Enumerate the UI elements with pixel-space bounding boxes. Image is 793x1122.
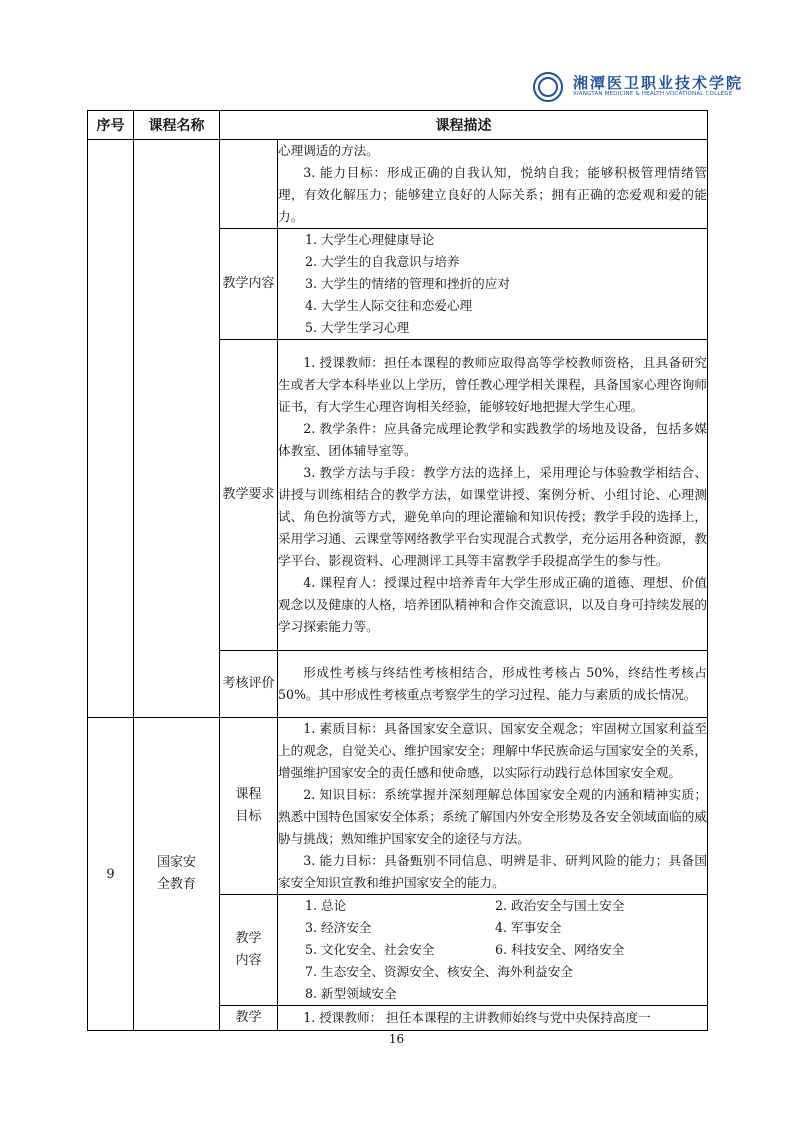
list-item: 2. 大学生的自我意识与培养: [305, 254, 460, 269]
college-seal-icon: [533, 72, 563, 102]
course9-goals-label: 课程目标: [220, 718, 278, 895]
requirement-education: 4. 课程育人：授课过程中培养青年大学生形成正确的道德、理想、价值观念以及健康的人格，培养团队精神和合作交流意识，以及自身可持续发展的学习探索能力等。: [278, 575, 707, 634]
list-item: 1. 总论 2. 政治安全与国土安全: [305, 898, 625, 913]
course9-requirements-cell: [278, 1006, 708, 1031]
header-no: 序号: [88, 111, 134, 140]
course-table: [87, 110, 708, 1031]
prev-name-cell: [134, 140, 220, 718]
prev-goals-label-cell: [220, 140, 278, 229]
course9-requirements-label: 教学: [220, 1006, 278, 1031]
prev-goals-cont: 心理调适的方法。: [278, 143, 379, 158]
prev-no-cell: [88, 140, 134, 718]
course9-content-cell: [278, 895, 708, 1006]
prev-requirements-label: 教学要求: [220, 340, 278, 651]
table-row: [88, 140, 708, 229]
header-course-name: 课程名称: [134, 111, 220, 140]
prev-content-label: 教学内容: [220, 229, 278, 340]
college-logo: [533, 72, 744, 102]
list-item: 4. 大学生人际交往和恋爱心理: [305, 298, 473, 313]
requirement-teacher: 1. 授课教师： 担任本课程的主讲教师始终与党中央保持高度一: [303, 1010, 651, 1025]
prev-assessment-label: 考核评价: [220, 651, 278, 718]
prev-ability-goal: 3. 能力目标：形成正确的自我认知，悦纳自我；能够积极管理情绪管理，有效化解压力；能够建立良好的人际关系；拥有正确的恋爱观和爱的能力。: [278, 165, 707, 224]
prev-assessment-cell: [278, 651, 708, 718]
list-item: 3. 大学生的情绪的管理和挫折的应对: [305, 276, 510, 291]
table-header-row: [88, 111, 708, 140]
requirement-methods: 3. 教学方法与手段：教学方法的选择上，采用理论与体验教学相结合、讲授与训练相结合的教学方法，如课堂讲授、案例分析、小组讨论、心理测试、角色扮演等方式，避免单向的理论灌输和知识传授；教学手段的选择上，采用学习通、云课堂等网络教学平台实现混合式教学，充分运用各种资源，教学平台、影视资料、心理测评工具等丰富教学手段提高学生的参与性。: [278, 465, 707, 568]
course9-goals-cell: [278, 718, 708, 895]
list-item: 7. 生态安全、资源安全、核安全、海外利益安全: [305, 964, 573, 979]
goal-quality: 1. 素质目标：具备国家安全意识、国家安全观念；牢固树立国家利益至上的观念，自觉关心、维护国家安全；理解中华民族命运与国家安全的关系，增强维护国家安全的责任感和使命感，以实际行动践行总体国家安全观。: [278, 721, 707, 780]
table-row: [88, 718, 708, 895]
college-name-en: XIANGTAN MEDICINE & HEALTH VOCATIONAL COLLEGE: [573, 91, 733, 97]
list-item: 8. 新型领域安全: [305, 986, 397, 1001]
prev-goals-cell: [278, 140, 708, 229]
course-no: 9: [88, 718, 134, 1031]
header-course-desc: 课程描述: [220, 111, 708, 140]
list-item: 3. 经济安全 4. 军事安全: [305, 920, 562, 935]
prev-content-cell: [278, 229, 708, 340]
assessment-text: 形成性考核与终结性考核相结合，形成性考核占 50%，终结性考核占 50%。其中形成性考核重点考察学生的学习过程、能力与素质的成长情况。: [278, 665, 707, 702]
list-item: 1. 大学生心理健康导论: [305, 232, 435, 247]
requirement-conditions: 2. 教学条件：应具备完成理论教学和实践教学的场地及设备，包括多媒体教室、团体辅导室等。: [278, 421, 707, 458]
course-name: 国家安全教育: [134, 718, 220, 1031]
goal-ability: 3. 能力目标：具备甄别不同信息、明辨是非、研判风险的能力；具备国家安全知识宣教和维护国家安全的能力。: [278, 853, 707, 890]
goal-knowledge: 2. 知识目标：系统掌握并深刻理解总体国家安全观的内涵和精神实质；熟悉中国特色国家安全体系；系统了解国内外安全形势及各安全领域面临的威胁与挑战；熟知维护国家安全的途径与方法。: [278, 787, 707, 846]
list-item: 5. 文化安全、社会安全 6. 科技安全、网络安全: [305, 942, 625, 957]
page-number: 16: [388, 1032, 405, 1046]
requirement-teacher: 1. 授课教师：担任本课程的教师应取得高等学校教师资格，且具备研究生或者大学本科毕业以上学历，曾任教心理学相关课程，具备国家心理咨询师证书，有大学生心理咨询相关经验，能够较好地把握大学生心理。: [278, 355, 707, 414]
list-item: 5. 大学生学习心理: [305, 320, 410, 335]
course9-content-label: 教学内容: [220, 895, 278, 1006]
prev-requirements-cell: [278, 340, 708, 651]
college-name-cn: 湘潭医卫职业技术学院: [573, 74, 744, 92]
